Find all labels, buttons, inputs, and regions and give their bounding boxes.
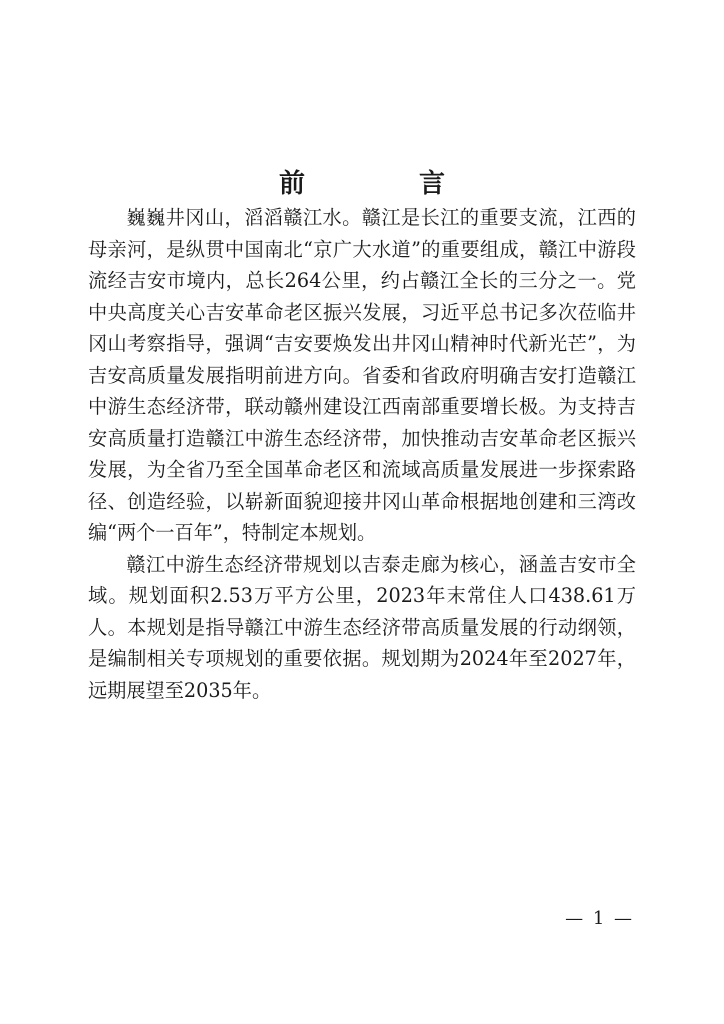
paragraph-2: 赣江中游生态经济带规划以吉泰走廊为核心，涵盖吉安市全域。规划面积2.53万平方公里，2023年末常住人口438.61万人。本规划是指导赣江中游生态经济带高质量发展的行动纲领，是编制相关专项规划的重要依据。规划期为2024年至2027年，远期展望至2035年。 [88,552,636,702]
paragraph-1: 巍巍井冈山，滔滔赣江水。赣江是长江的重要支流，江西的母亲河，是纵贯中国南北“京广大水道”的重要组成，赣江中游段流经吉安市境内，总长264公里，约占赣江全长的三分之一。党中央高度关心吉安革命老区振兴发展，习近平总书记多次莅临井冈山考察指导，强调“吉安要焕发出井冈山精神时代新光芒”，为吉安高质量发展指明前进方向。省委和省政府明确吉安打造赣江中游生态经济带，联动赣州建设江西南部重要增长极。为支持吉安高质量打造赣江中游生态经济带，加快推动吉安革命老区振兴发展，为全省乃至全国革命老区和流域高质量发展进一步探索路径、创造经验，以崭新面貌迎接井冈山革命根据地创建和三湾改编“两个一百年”，特制定本规划。 [88,206,636,544]
body-text [88,202,636,706]
page-number: — 1 — [565,908,634,929]
page-title: 前 言 [278,169,489,199]
